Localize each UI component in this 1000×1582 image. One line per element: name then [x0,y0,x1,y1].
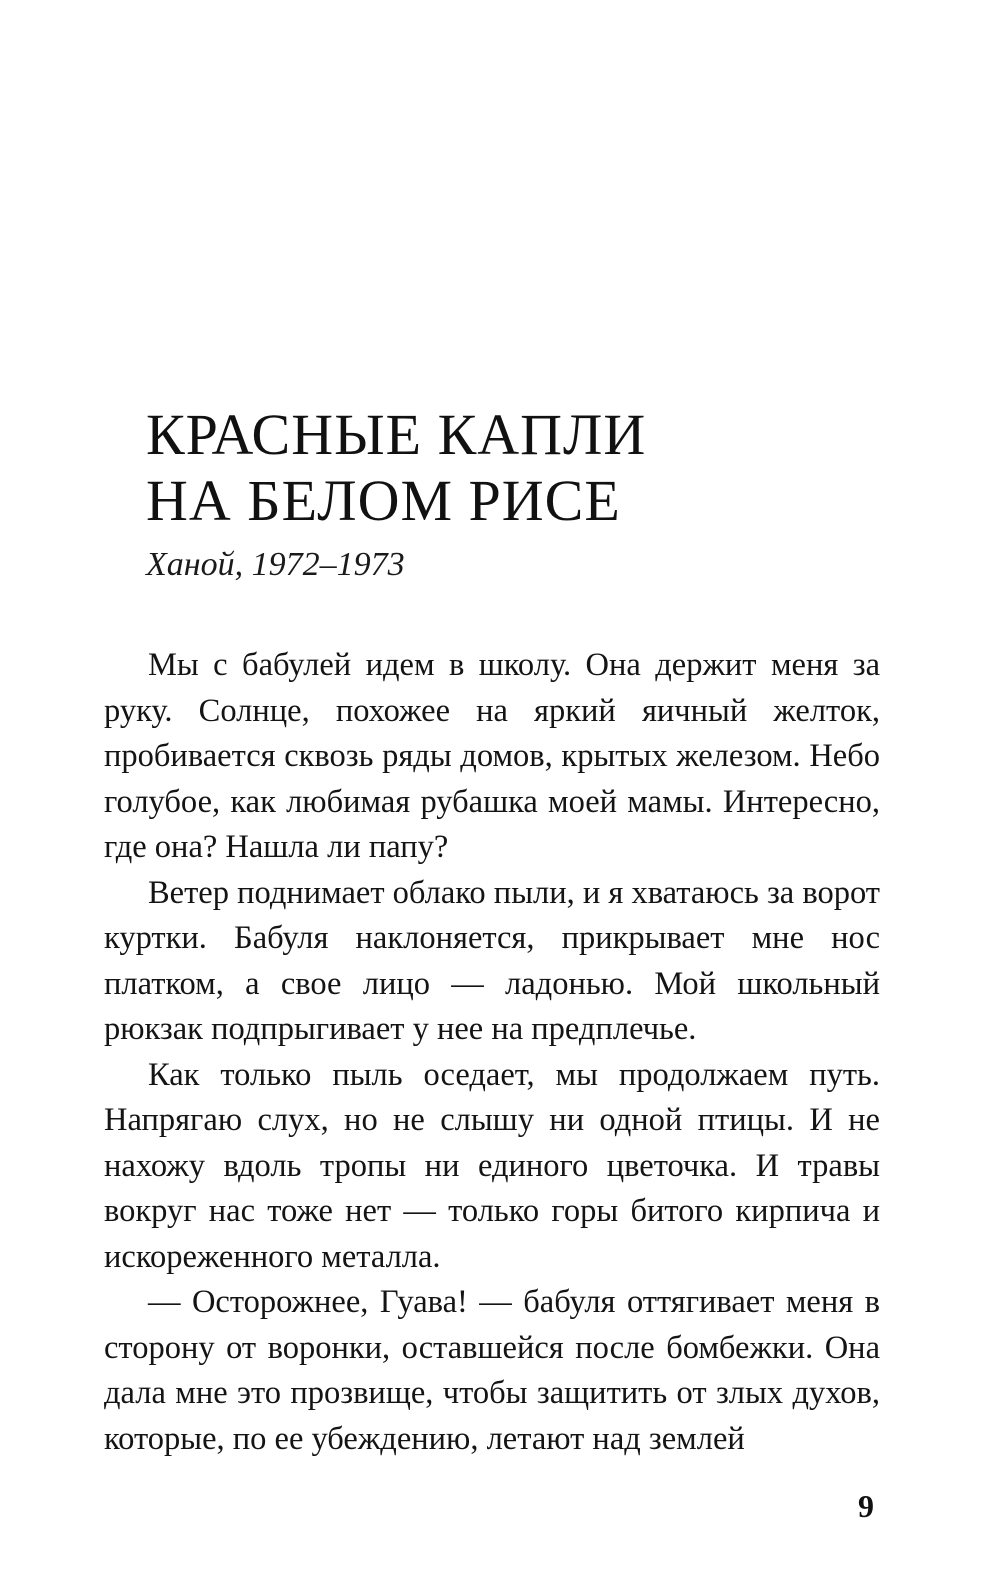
paragraph: Как только пыль оседает, мы продолжаем путь. Напрягаю слух, но не слышу ни одной птицы. И не нахожу вдоль тропы ни единого цветочка. И травы вокруг нас тоже нет — только горы битого кирпича и искореженного металла. [104,1056,880,1275]
paragraph: Ветер поднимает облако пыли, и я хватаюсь за ворот куртки. Бабуля наклоняется, прикрывает мне нос платком, а свое лицо — ладонью. Мой школьный рюкзак подпрыгивает у нее на предплечье. [104,874,880,1047]
chapter-subtitle: Ханой, 1972–1973 [146,546,405,583]
body-text [104,643,880,1462]
paragraph: Мы с бабулей идем в школу. Она держит меня за руку. Солнце, похожее на яркий яичный желток, пробивается сквозь ряды домов, крытых железом. Небо голубое, как любимая рубашка моей мамы. Интересно, где она? Нашла ли папу? [104,647,880,865]
page-number: 9 [858,1488,874,1524]
chapter-title-line-1: КРАСНЫЕ КАПЛИ [146,402,647,467]
chapter-title-line-2: НА БЕЛОМ РИСЕ [146,468,621,533]
chapter-title [146,402,906,534]
paragraph: — Осторожнее, Гуава! — бабуля оттягивает меня в сторону от воронки, оставшейся после бомбежки. Она дала мне это прозвище, чтобы защитить от злых духов, которые, по ее убеждению, летают над землей [104,1284,880,1457]
